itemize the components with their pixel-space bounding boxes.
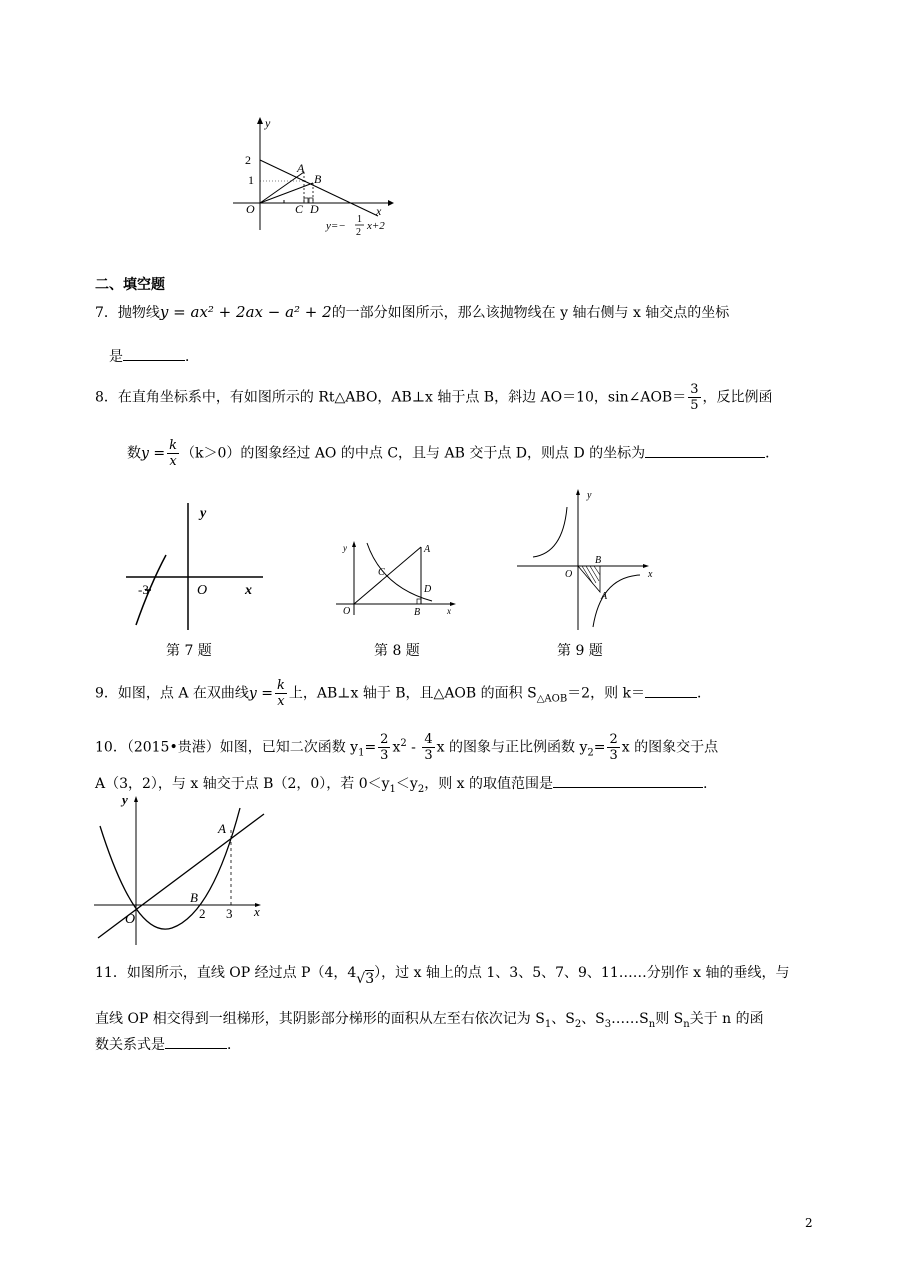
fig8-point-d: D [424, 584, 432, 595]
q8-fraction: $\frac{3}{5}$ [690, 382, 699, 413]
question-10-line-1: 10．（2015•贵港）如图，已知二次函数 $y_1=$ $\frac{2}{3}$ $x^2$ - $\frac{4}{3}$ x 的图象与正比例函数 $y_2=$ $\frac{2}{3}$ x 的图象交于点 [95, 732, 719, 763]
fig-top-point-d: D [310, 202, 319, 216]
q9-k-over-x: $\frac{k}{x}$ [277, 678, 285, 709]
question-11-line-1: 11．如图所示，直线 OP 经过点 P（4，4√3），过 x 轴上的点 1、3、5、7、9、11……分别作 x 轴的垂线，与 [95, 965, 790, 987]
fig7-neg3-label: -3 [138, 582, 149, 597]
fig10-point-a: A [218, 821, 226, 836]
fig-top-point-a: A [297, 161, 305, 175]
fig-top-eq-num: 1 [357, 214, 362, 225]
figure-7-caption: 第 7 题 [166, 643, 212, 659]
q10-frac-2-3: $\frac{2}{3}$ [380, 732, 389, 763]
q10-frac-4-3: $\frac{4}{3}$ [424, 732, 433, 763]
figure-8 [330, 535, 460, 620]
question-9: 9．如图，点 A 在双曲线y = $\frac{k}{x}$ 上，AB⊥x 轴于 B，且△AOB 的面积 $S_{\triangle AOB}=2$，则 k＝ ． [95, 678, 712, 709]
question-7-line-2: 是 ． [109, 346, 199, 366]
fig-top-eq-den: 2 [356, 227, 361, 237]
fig10-tick-2: 2 [199, 906, 206, 921]
fig8-point-b: B [414, 607, 421, 618]
question-7-line-1: 7．抛物线y = ax² + 2ax − a² + 2的一部分如图所示，那么该抛物线在 y 轴右侧与 x 轴交点的坐标 [95, 303, 730, 321]
fig-top-origin-label: O [246, 202, 255, 216]
fig-top-point-c: C [295, 202, 304, 216]
fig8-point-a: A [424, 544, 431, 555]
fig7-origin-label: O [197, 583, 208, 598]
question-11-line-3: 数关系式是 ． [95, 1034, 241, 1054]
question-8-line-1: 8．在直角坐标系中，有如图所示的 Rt△ABO，AB⊥x 轴于点 B，斜边 AO＝10，sin∠AOB＝ $\frac{3}{5}$ ，反比例函 [95, 382, 773, 413]
fig10-point-b: B [190, 890, 198, 905]
figure-9 [515, 485, 660, 635]
fig8-x-label: x [447, 606, 451, 616]
fig9-y-label: y [587, 490, 592, 501]
fig8-point-c: C [378, 567, 385, 578]
figure-top-graph [228, 112, 408, 237]
q8-answer-blank[interactable] [645, 443, 765, 458]
fig10-origin-label: O [125, 912, 136, 927]
figure-8-caption: 第 8 题 [374, 643, 420, 659]
fig10-x-label: x [254, 904, 260, 919]
figure-7 [118, 495, 268, 635]
q11-sqrt: √3 [356, 971, 375, 987]
q7-formula: y = ax² + 2ax − a² + 2 [159, 303, 332, 321]
q7-answer-blank[interactable] [123, 346, 185, 361]
fig9-point-b: B [595, 555, 602, 566]
fig7-x-label: x [245, 583, 252, 598]
q10-answer-blank[interactable] [553, 773, 703, 788]
q11-answer-blank[interactable] [165, 1034, 227, 1049]
fig9-point-a: A [601, 591, 608, 602]
fig-top-eq-prefix: y=− [326, 220, 346, 232]
section-title: 二、填空题 [95, 277, 165, 293]
q10-frac-2-3-b: $\frac{2}{3}$ [609, 732, 618, 763]
fig8-origin-label: O [343, 606, 351, 617]
q9-answer-blank[interactable] [645, 683, 697, 698]
fig-top-tick-1: 1 [248, 173, 254, 187]
figure-9-caption: 第 9 题 [557, 643, 603, 659]
fig-top-tick-2: 2 [245, 153, 251, 167]
question-10-line-2: A（3，2），与 x 轴交于点 B（2，0），若 $0<y_1<y_2$，则 x 的取值范围是 . [95, 773, 707, 799]
figure-10 [92, 790, 272, 950]
question-11-line-2: 直线 OP 相交得到一组梯形，其阴影部分梯形的面积从左至右依次记为 $S_1$、$S_2$、$S_3\dots\dots S_n$则 $S_n$关于 n 的函 [95, 1011, 764, 1030]
fig9-origin-label: O [565, 569, 573, 580]
page-number: 2 [805, 1216, 813, 1230]
fig8-y-label: y [343, 543, 347, 553]
fig10-y-label: y [122, 792, 128, 807]
fig-top-point-b: B [314, 172, 322, 186]
question-8-line-2: 数y = $\frac{k}{x}$ （k＞0）的图象经过 AO 的中点 C，且与 AB 交于点 D，则点 D 的坐标为 ． [127, 438, 780, 469]
q8-k-over-x: $\frac{k}{x}$ [169, 438, 177, 469]
fig9-x-label: x [648, 569, 653, 580]
fig-top-eq-suffix: x+2 [367, 220, 385, 232]
fig10-tick-3: 3 [226, 906, 233, 921]
fig7-y-label: y [200, 506, 207, 521]
fig-top-x-label: x [376, 204, 382, 218]
fig-top-y-label: y [265, 116, 271, 130]
